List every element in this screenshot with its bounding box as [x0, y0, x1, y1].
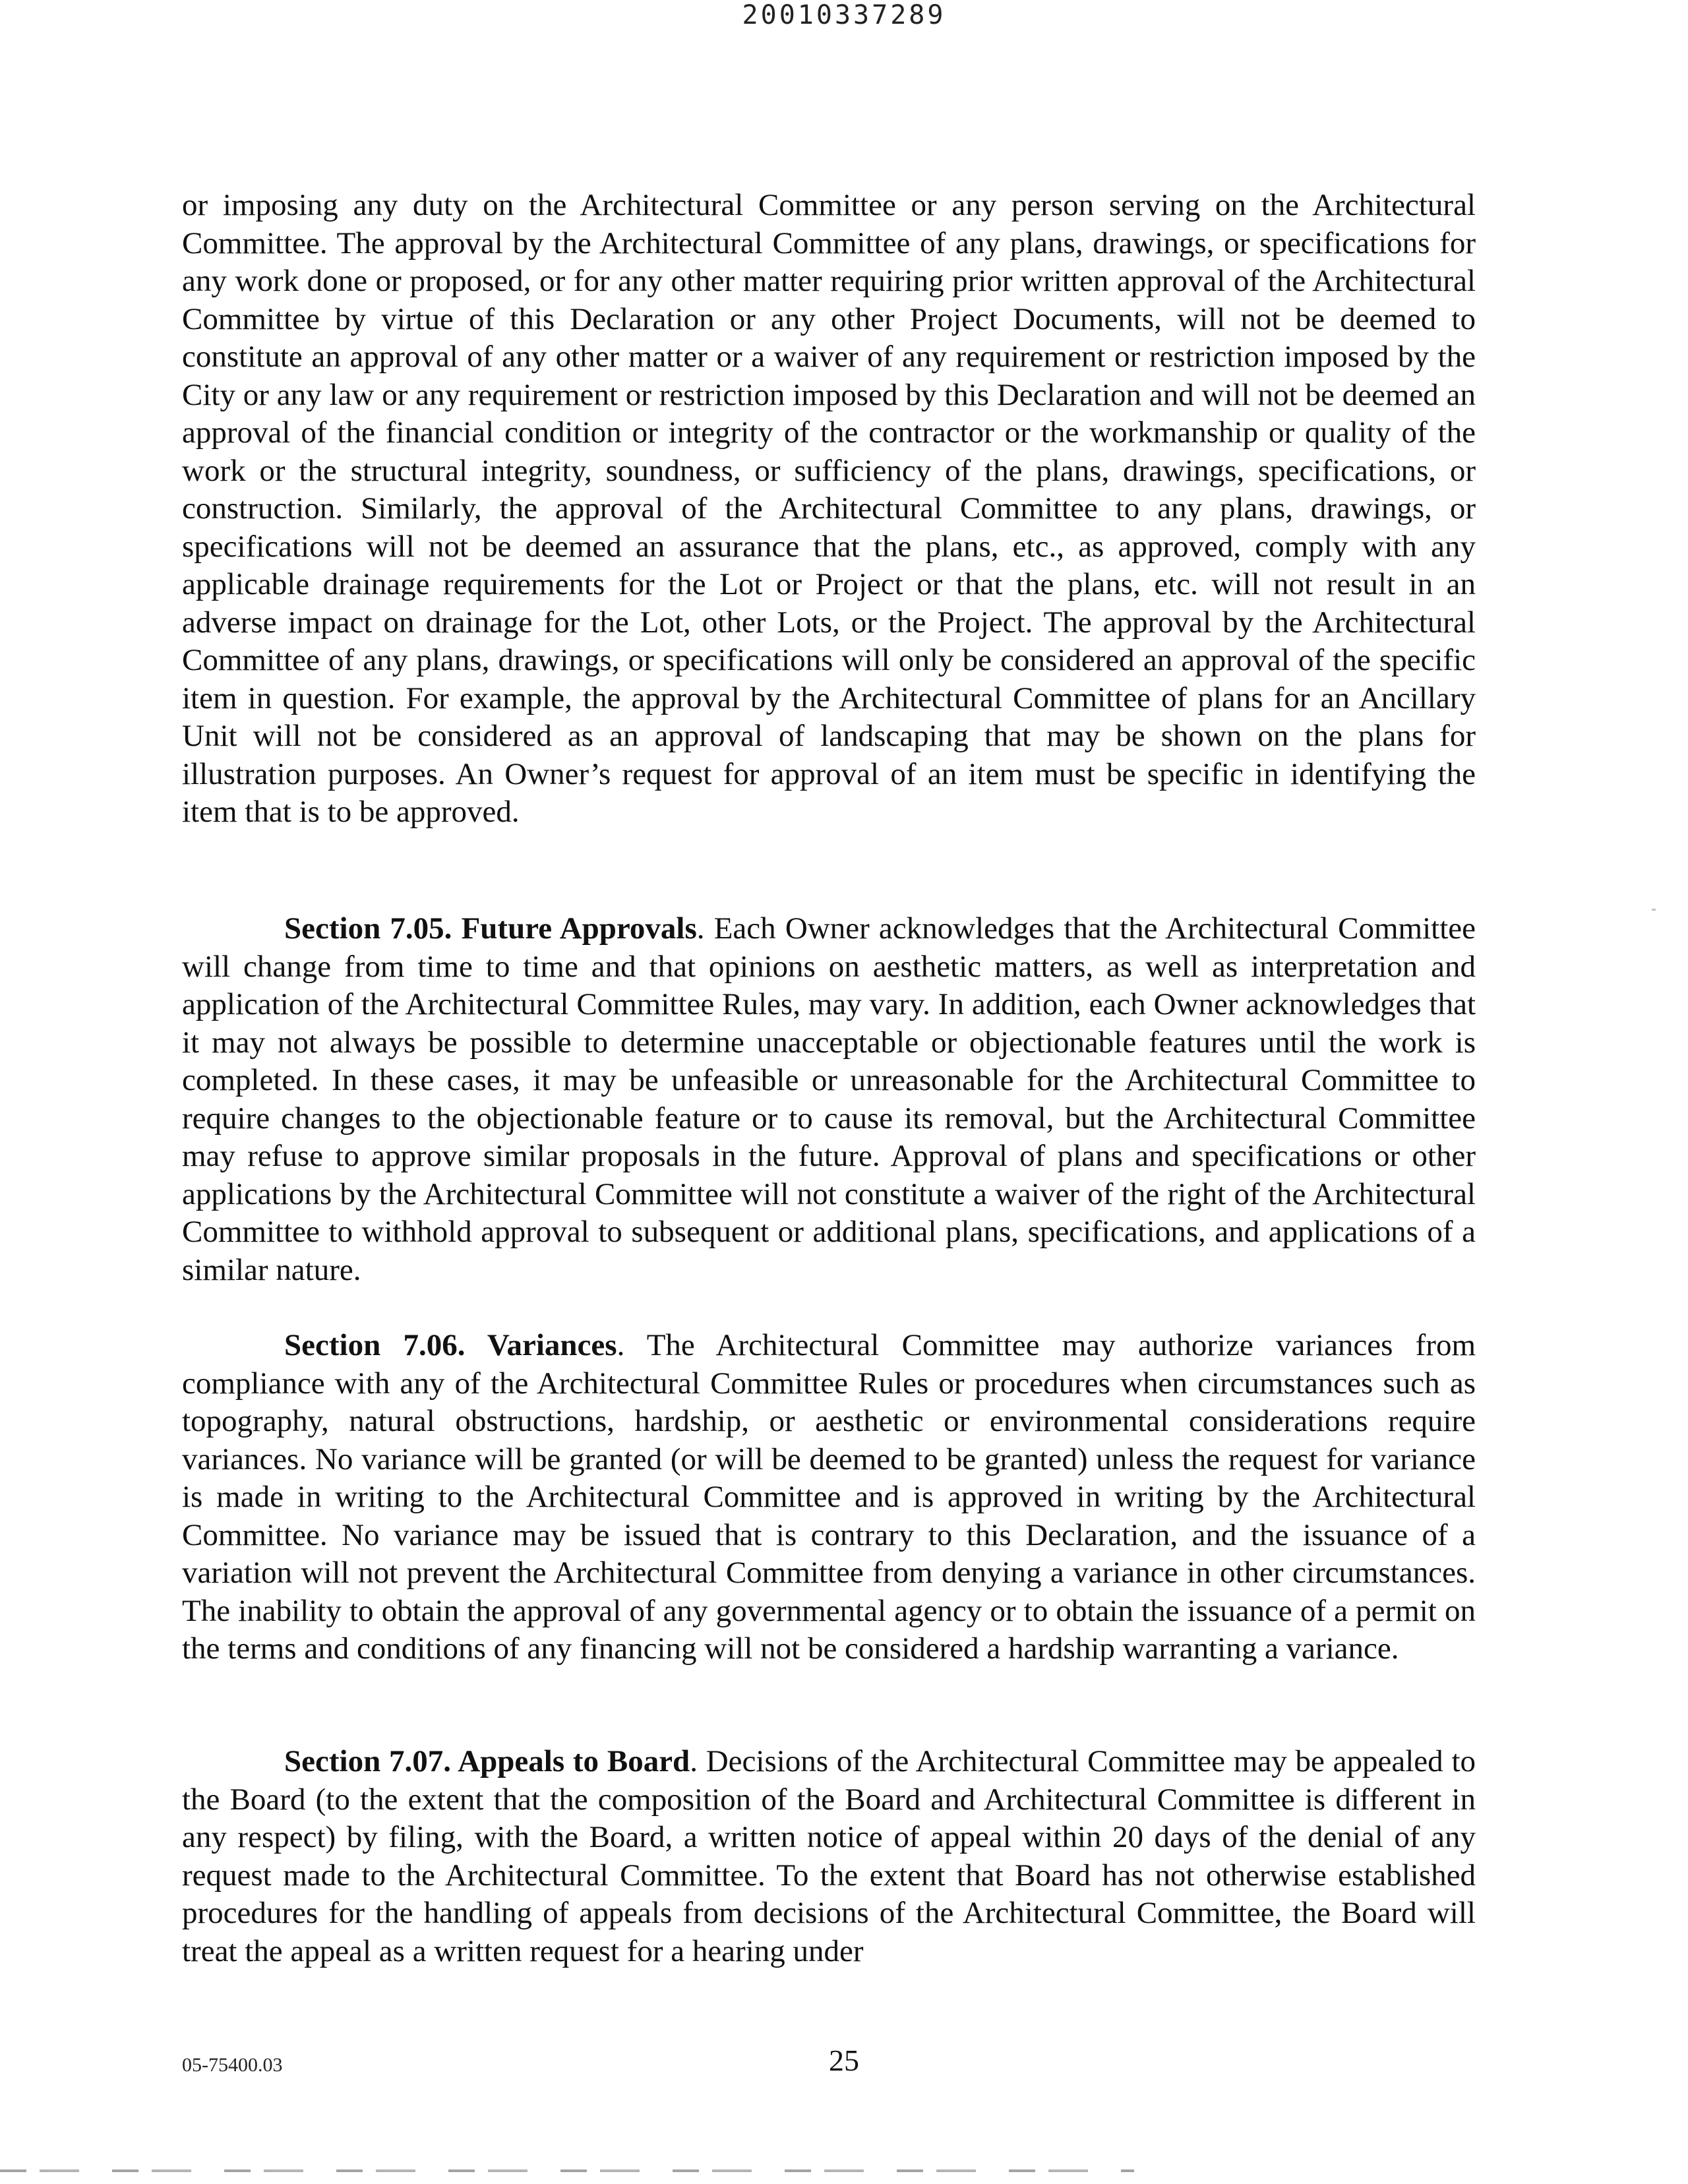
page-number: 25	[829, 2044, 859, 2077]
section-paragraph	[182, 910, 1476, 1289]
section-7-05	[182, 910, 1476, 1289]
section-text: . The Architectural Committee may authorize variances from compliance with any of the Architectural Committee Rules or procedures when circumstances such as topography, natural obstructions, hardship, or aesthetic or environmental considerations require variances. No variance will be granted (or will be deemed to be granted) unless the request for variance is made in writing to the Architectural Committee and is approved in writing by the Architectural Committee. No variance may be issued that is contrary to this Declaration, and the issuance of a variation will not prevent the Architectural Committee from denying a variance in other circumstances. The inability to obtain the approval of any governmental agency or to obtain the issuance of a permit on the terms and conditions of any financing will not be considered a hardship warranting a variance.	[182, 1328, 1476, 1666]
section-heading: Section 7.07. Appeals to Board	[284, 1744, 690, 1778]
paragraph-text: or imposing any duty on the Architectural Committee or any person serving on the Architectural Committee. The approval by the Architectural Committee of any plans, drawings, or specifications for any work done or proposed, or for any other matter requiring prior written approval of the Architectural Committee by virtue of this Declaration or any other Project Documents, will not be deemed to constitute an approval of any other matter or a waiver of any requirement or restriction imposed by the City or any law or any requirement or restriction imposed by this Declaration and will not be deemed an approval of the financial condition or integrity of the contractor or the workmanship or quality of the work or the structural integrity, soundness, or sufficiency of the plans, drawings, specifications, or construction. Similarly, the approval of the Architectural Committee to any plans, drawings, or specifications will not be deemed an assurance that the plans, etc., as approved, comply with any applicable drainage requirements for the Lot or Project or that the plans, etc. will not result in an adverse impact on drainage for the Lot, other Lots, or the Project. The approval by the Architectural Committee of any plans, drawings, or specifications will only be considered an approval of the specific item in question. For example, the approval by the Architectural Committee of plans for an Ancillary Unit will not be considered as an approval of landscaping that may be shown on the plans for illustration purposes. An Owner’s request for approval of an item must be specific in identifying the item that is to be approved.	[182, 188, 1476, 829]
section-paragraph	[182, 1327, 1476, 1668]
scan-artifact-line	[0, 2169, 1134, 2172]
document-number: 20010337289	[742, 0, 946, 30]
scan-artifact-dot	[1652, 909, 1656, 911]
section-7-07	[182, 1743, 1476, 1970]
section-paragraph	[182, 1743, 1476, 1970]
section-heading: Section 7.05. Future Approvals	[284, 911, 697, 946]
section-text: . Decisions of the Architectural Committee may be appealed to the Board (to the extent that the composition of the Board and Architectural Committee is different in any respect) by filing, with the Board, a written notice of appeal within 20 days of the denial of any request made to the Architectural Committee. To the extent that Board has not otherwise established procedures for the handling of appeals from decisions of the Architectural Committee, the Board will treat the appeal as a written request for a hearing under	[182, 1744, 1476, 1968]
section-7-06	[182, 1327, 1476, 1668]
section-heading: Section 7.06. Variances	[284, 1328, 617, 1362]
section-text: . Each Owner acknowledges that the Architectural Committee will change from time to time and that opinions on aesthetic matters, as well as interpretation and application of the Architectural Committee Rules, may vary. In addition, each Owner acknowledges that it may not always be possible to determine unacceptable or objectionable features until the work is completed. In these cases, it may be unfeasible or unreasonable for the Architectural Committee to require changes to the objectionable feature or to cause its removal, but the Architectural Committee may refuse to approve similar proposals in the future. Approval of plans and specifications or other applications by the Architectural Committee will not constitute a waiver of the right of the Architectural Committee to withhold approval to subsequent or additional plans, specifications, and applications of a similar nature.	[182, 911, 1476, 1287]
paragraph-continuation	[182, 187, 1476, 832]
footer-file-id: 05-75400.03	[182, 2054, 283, 2076]
